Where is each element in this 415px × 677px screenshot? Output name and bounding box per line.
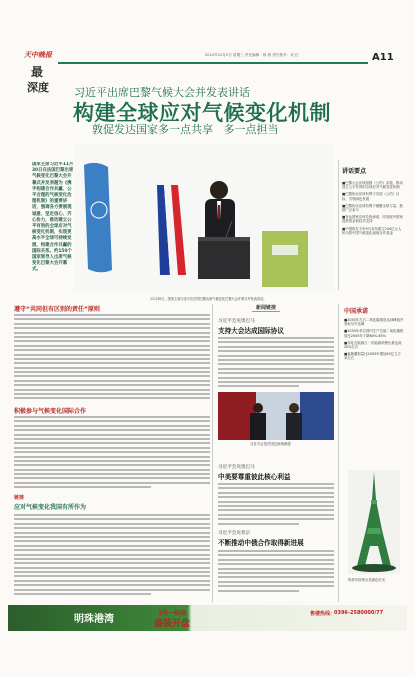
section-label-top: 最 xyxy=(31,65,44,79)
section-label-bottom: 深度 xyxy=(27,81,49,94)
center-article-3-title: 不断推动中俄合作取得新进展 xyxy=(218,539,304,547)
left-section-3-label: 链接 xyxy=(14,495,25,501)
main-photo xyxy=(74,145,334,293)
column-divider-2 xyxy=(338,304,339,602)
left-section-2-body xyxy=(14,416,210,490)
left-section-3-body xyxy=(14,514,210,596)
lead-box xyxy=(32,162,74,280)
center-article-2-kicker: 习近平会见奥巴马 xyxy=(218,465,255,470)
center-article-3-body xyxy=(218,550,334,598)
key-points-title: 讲话要点 xyxy=(342,168,367,175)
center-article-2-title: 中美要尊重彼此核心利益 xyxy=(218,473,291,481)
main-photo-illustration xyxy=(74,145,334,293)
key-point-5: ■中国将在今年9月宣布建立200亿元人民币的中国气候变化南南合作基金 xyxy=(342,226,402,235)
eiffel-tower-caption: 埃菲尔铁塔点亮绿色灯光 xyxy=(348,578,386,582)
bottom-advertisement[interactable] xyxy=(8,605,407,631)
column-divider-1 xyxy=(212,304,213,602)
left-section-1-title: 遵守“共同但有区别的责任”原则 xyxy=(14,306,100,313)
left-section-2-title: 积极参与气候变化国际合作 xyxy=(14,408,87,415)
center-article-1-title: 支持大会达成国际协议 xyxy=(218,327,284,335)
key-point-4: ■发达国家应该兑现承诺，向发展中国家提供资金和技术支持 xyxy=(342,215,403,224)
page-number: A11 xyxy=(372,52,394,63)
pledge-2: ■2030年单位国内生产总值二氧化碳排放比2005年下降60%-65% xyxy=(344,329,404,338)
key-point-3: ■巴黎协议应该有利于凝聚全球力量，鼓励广泛参与 xyxy=(342,203,403,213)
eiffel-tower-illustration xyxy=(348,470,400,574)
ad-line-2: 盛装开盘 xyxy=(154,619,191,629)
ad-hotline-label: 售楼热线： xyxy=(310,611,336,617)
ad-hotline-number: 0396-2580000/77 xyxy=(334,610,384,616)
center-article-3-kicker: 习近平会见普京 xyxy=(218,531,251,536)
left-section-3-title: 应对气候变化我国有所作为 xyxy=(14,504,87,511)
ad-brand: 明珠港湾 xyxy=(74,614,114,625)
headline-title: 构建全球应对气候变化机制 xyxy=(73,101,331,125)
key-point-1: ■巴黎大会应该加强《公约》实施，推动建立公平有效的全球应对气候变化机制 xyxy=(342,181,403,190)
section-badge xyxy=(24,57,54,95)
center-article-1-kicker: 习近平会见奥巴马 xyxy=(218,319,255,324)
right-column-title: 中国承诺 xyxy=(344,308,369,315)
main-photo-caption: 11月30日，国家主席习近平在法国巴黎出席气候变化巴黎大会开幕式并发表讲话。 xyxy=(150,297,267,301)
ad-line-1: 3号一标段 xyxy=(158,610,187,617)
center-photo-caption: 习近平会见法国总统奥朗德 xyxy=(250,442,291,446)
green-rule xyxy=(58,62,368,64)
center-article-1-body xyxy=(218,337,334,391)
center-article-2-body xyxy=(218,483,334,527)
pledge-4: ■森林蓄积量比2005年增加45亿立方米左右 xyxy=(344,352,401,361)
center-photo-illustration xyxy=(218,392,334,440)
headline-subtitle: 敦促发达国家多一点共享 多一点担当 xyxy=(92,123,279,136)
center-photo xyxy=(218,392,334,440)
key-points-sidebar xyxy=(338,160,404,290)
right-column-points xyxy=(344,318,404,468)
lead-box-text: 国家主席习近平11月30日在法国巴黎出席气候变化巴黎大会开幕式并发表题为《携手构建合作共赢、公平合理的气候变化治理机制》的重要讲话，强调各方要展现诚意、坚定信心、齐心协力，推动建立公平有效的全球应对气候变化机制，实现更高水平全球可持续发展，构建合作共赢的国际关系。约150个国家领导人出席气候变化巴黎大会开幕式。 xyxy=(32,162,74,273)
key-point-2: ■巴黎协议应该有利于实现《公约》目标，引领绿色发展 xyxy=(342,192,400,201)
eiffel-tower-photo xyxy=(348,470,400,574)
pledge-3: ■非化石能源占一次能源消费比重达到20%左右 xyxy=(344,340,402,350)
newspaper-logo: 天中晚报 xyxy=(24,51,52,59)
headline-kicker: 习近平出席巴黎气候大会并发表讲话 xyxy=(74,86,250,99)
left-section-1-body xyxy=(14,314,210,402)
pledge-1: ■2030年左右二氧化碳排放达到峰值并争取尽早达峰 xyxy=(344,318,404,327)
center-header: 新闻链接 xyxy=(252,304,280,312)
date-line: 2015年12月2日 星期三 责任编辑：杨 燕 责任校对：吴 红 xyxy=(205,53,299,57)
